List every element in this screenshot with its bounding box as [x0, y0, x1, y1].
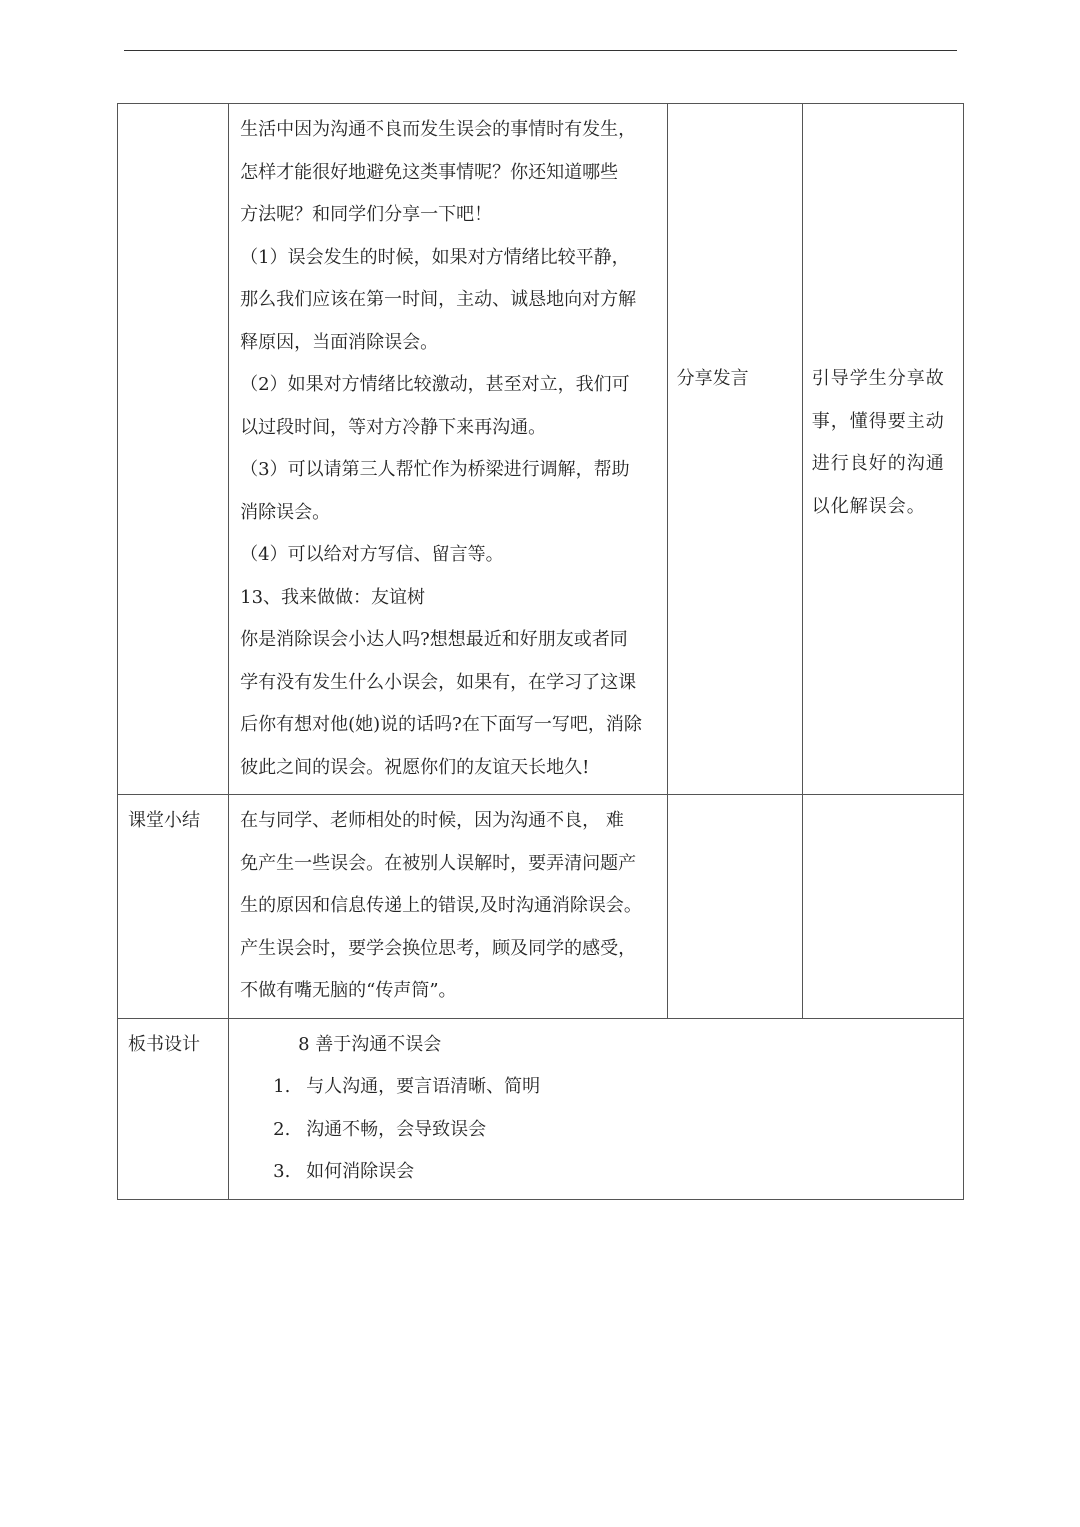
summary-line: 不做有嘴无脑的“传声筒”。	[240, 980, 457, 1001]
design-intent-cell	[802, 104, 963, 795]
content-line: （4）可以给对方写信、留言等。	[240, 544, 504, 565]
content-line: 学有没有发生什么小误会，如果有，在学习了这课	[240, 671, 637, 693]
content-line: 后你有想对他(她)说的话吗?在下面写一写吧，消除	[240, 714, 642, 735]
board-item-number: 1.	[273, 1076, 291, 1097]
board-list	[240, 1066, 955, 1194]
summary-line: 产生误会时，要学会换位思考，顾及同学的感受，	[240, 937, 637, 959]
design-intent-line: 进行良好的沟通	[811, 453, 945, 474]
summary-line: 生的原因和信息传递上的错误,及时沟通消除误会。	[240, 895, 642, 916]
content-line: 彼此之间的误会。祝愿你们的友谊天长地久!	[240, 756, 590, 778]
content-line: （1）误会发生的时候，如果对方情绪比较平静，	[240, 246, 630, 268]
content-line: （2）如果对方情绪比较激动，甚至对立，我们可	[240, 374, 630, 395]
student-activity-text: 分享发言	[676, 368, 749, 389]
summary-label-cell	[118, 795, 229, 1019]
board-list-item	[273, 1151, 955, 1194]
content-line: 消除误会。	[240, 501, 331, 523]
content-line: 以过段时间，等对方冷静下来再沟通。	[240, 416, 547, 438]
student-activity-cell	[667, 104, 802, 795]
board-design-row	[118, 1018, 964, 1199]
summary-label: 课堂小结	[128, 810, 200, 831]
summary-row	[118, 795, 964, 1019]
board-title: 8 善于沟通不误会	[298, 1033, 442, 1055]
content-line: 13、我来做做：友谊树	[240, 586, 426, 608]
content-line: 释原因，当面消除误会。	[240, 331, 439, 353]
design-intent-line: 引导学生分享故	[811, 368, 945, 389]
summary-line: 免产生一些误会。在被别人误解时，要弄清问题产	[240, 852, 637, 874]
content-line: 你是消除误会小达人吗?想想最近和好朋友或者同	[240, 629, 628, 650]
board-content-cell	[229, 1018, 964, 1199]
process-content-cell	[229, 104, 668, 795]
board-label: 板书设计	[128, 1033, 200, 1055]
board-item-text: 沟通不畅，会导致误会	[306, 1118, 487, 1140]
board-item-number: 3.	[273, 1161, 291, 1182]
summary-content-cell	[229, 795, 668, 1019]
content-line: 生活中因为沟通不良而发生误会的事情时有发生，	[240, 119, 637, 140]
board-item-number: 2.	[273, 1118, 291, 1140]
lesson-plan-table	[117, 103, 964, 1200]
board-label-cell	[118, 1018, 229, 1199]
board-list-item	[273, 1109, 955, 1152]
teaching-process-row	[118, 104, 964, 795]
design-intent-line: 以化解误会。	[811, 495, 926, 517]
header-rule	[124, 50, 957, 51]
board-list-item	[273, 1066, 955, 1109]
board-item-text: 与人沟通，要言语清晰、简明	[306, 1076, 541, 1097]
content-line: 怎样才能很好地避免这类事情呢？你还知道哪些	[240, 161, 619, 183]
design-intent-line: 事，懂得要主动	[811, 410, 945, 432]
process-label-cell	[118, 104, 229, 795]
summary-line: 在与同学、老师相处的时候，因为沟通不良， 难	[240, 810, 624, 831]
summary-intent-cell	[802, 795, 963, 1019]
content-line: （3）可以请第三人帮忙作为桥梁进行调解，帮助	[240, 459, 630, 480]
content-line: 方法呢？和同学们分享一下吧！	[240, 204, 493, 225]
content-line: 那么我们应该在第一时间，主动、诚恳地向对方解	[240, 289, 637, 310]
summary-activity-cell	[667, 795, 802, 1019]
board-item-text: 如何消除误会	[306, 1161, 415, 1182]
